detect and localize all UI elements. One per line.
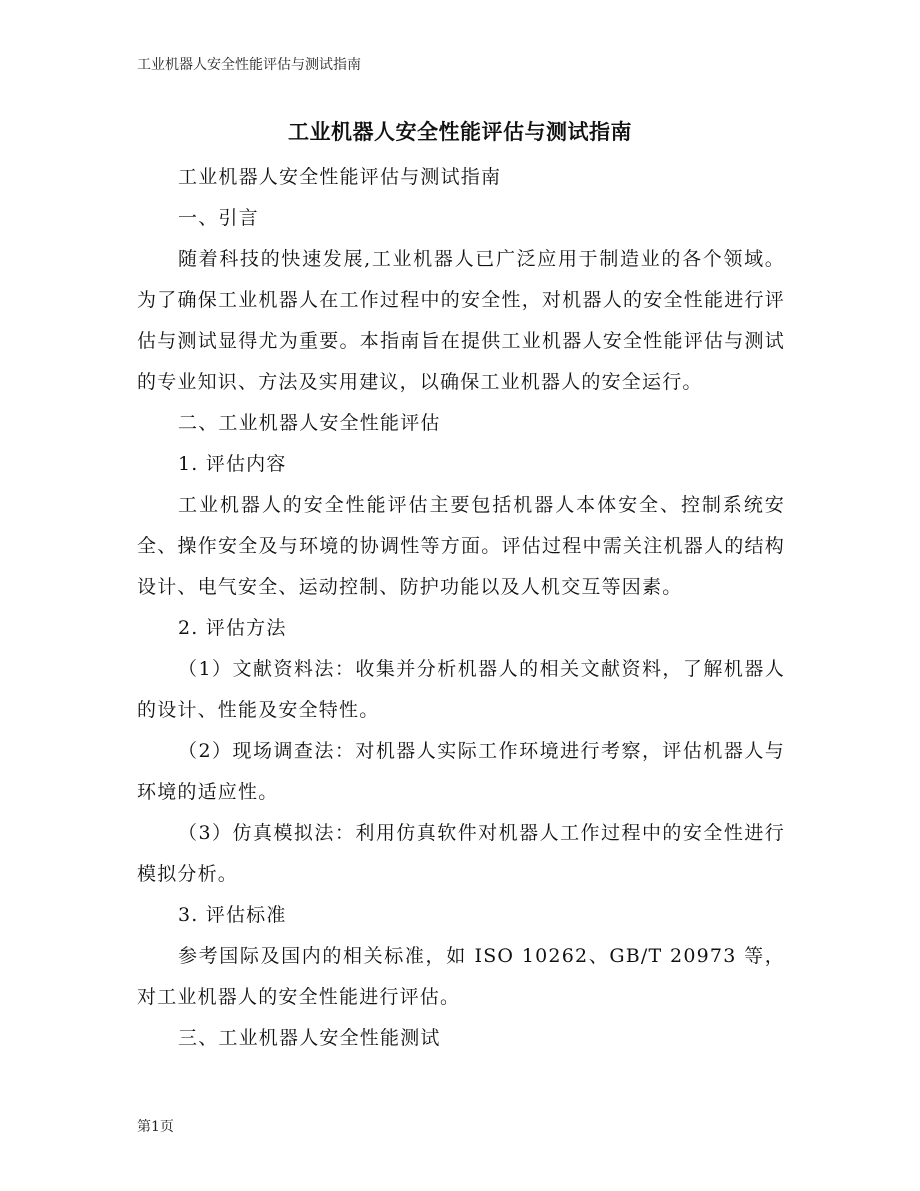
paragraph-subtitle: 工业机器人安全性能评估与测试指南	[178, 166, 502, 188]
document-title: 工业机器人安全性能评估与测试指南	[288, 120, 632, 144]
paragraph-introduction: 随着科技的快速发展,工业机器人已广泛应用于制造业的各个领域。为了确保工业机器人在工作过程中的安全性，对机器人的安全性能进行评估与测试显得尤为重要。本指南旨在提供工业机器人安全性能评估与测试的专业知识、方法及实用建议，以确保工业机器人的安全运行。	[137, 248, 785, 393]
paragraph-evaluation-standards: 参考国际及国内的相关标准，如 ISO 10262、GB/T 20973 等，对工业机器人的安全性能进行评估。	[137, 945, 785, 1008]
heading-testing: 三、工业机器人安全性能测试	[178, 1027, 441, 1049]
paragraph-evaluation-content: 工业机器人的安全性能评估主要包括机器人本体安全、控制系统安全、操作安全及与环境的协调性等方面。评估过程中需关注机器人的结构设计、电气安全、运动控制、防护功能以及人机交互等因素。	[137, 494, 785, 598]
subheading-evaluation-content: 1. 评估内容	[178, 453, 287, 475]
list-item-method-1: （1）文献资料法：收集并分析机器人的相关文献资料，了解机器人的设计、性能及安全特性。	[137, 658, 785, 721]
subheading-evaluation-methods: 2. 评估方法	[178, 617, 287, 639]
page-number: 第1页	[137, 1119, 174, 1135]
subheading-evaluation-standards: 3. 评估标准	[178, 904, 287, 926]
heading-introduction: 一、引言	[178, 207, 259, 229]
document-body	[137, 157, 785, 1059]
running-header: 工业机器人安全性能评估与测试指南	[137, 57, 361, 73]
list-item-method-3: （3）仿真模拟法：利用仿真软件对机器人工作过程中的安全性进行模拟分析。	[137, 822, 785, 885]
heading-evaluation: 二、工业机器人安全性能评估	[178, 412, 441, 434]
list-item-method-2: （2）现场调查法：对机器人实际工作环境进行考察，评估机器人与环境的适应性。	[137, 740, 785, 803]
